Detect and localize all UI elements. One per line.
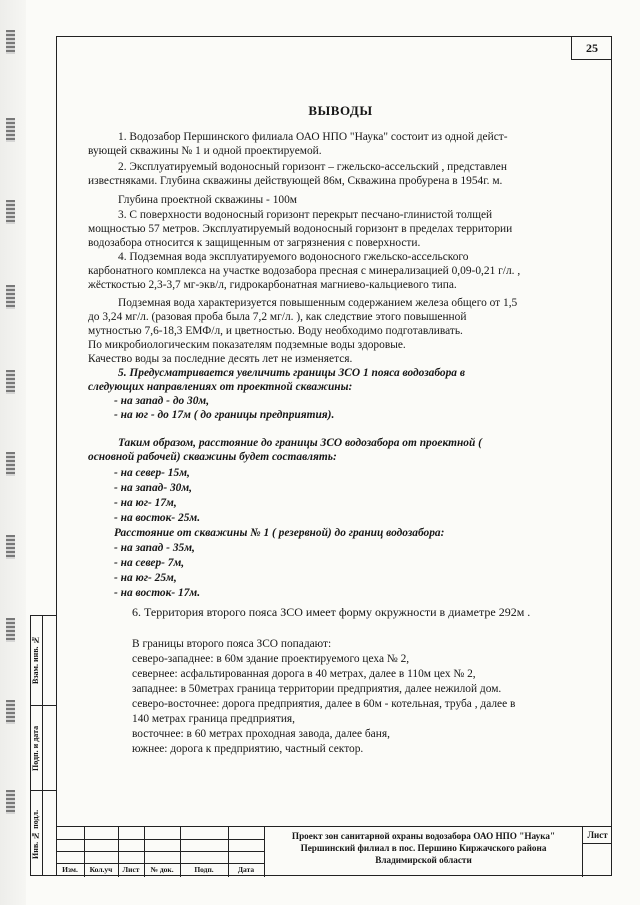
list-item: - на север- 7м, [114, 557, 185, 569]
stamp-title-line: Владимирской области [375, 855, 472, 865]
stamp-header-cell: Лист [122, 865, 140, 874]
paragraph-line: основной рабочей) скважины будет составлять: [88, 451, 337, 463]
list-item: - на восток- 25м. [114, 512, 201, 524]
paragraph-line: Подземная вода характеризуется повышенным содержанием железа общего от 1,5 [118, 297, 518, 309]
page-title: ВЫВОДЫ [308, 103, 373, 118]
side-label-inv: Инв. № подл. [31, 809, 40, 859]
paragraph-line: западнее: в 50метрах граница территории предприятия, далее нежилой дом. [132, 683, 502, 695]
binding-hole-mark [6, 452, 15, 476]
list-item: - на восток- 17м. [114, 587, 201, 599]
stamp-title-line: Проект зон санитарной охраны водозабора ОАО НПО "Наука" [291, 831, 556, 841]
paragraph-line: Качество воды за последние десять лет не изменяется. [88, 353, 353, 365]
stamp-row-line [56, 839, 264, 840]
list-item: - на юг- 17м, [114, 497, 177, 509]
paragraph-line: южнее: дорога к предприятию, частный сектор. [132, 743, 364, 755]
stamp-sheet-label: Лист [583, 827, 612, 844]
paragraph-line: водозабора относится к защищенным от загрязнения с поверхности. [88, 237, 421, 249]
binding-hole-mark [6, 370, 15, 394]
paragraph-line: 3. С поверхности водоносный горизонт перекрыт песчано-глинистой толщей [118, 209, 493, 221]
paragraph-line: до 3,24 мг/л. (разовая проба была 7,2 мг/л. ), как следствие этого повышенной [88, 311, 467, 323]
paragraph-line: 2. Эксплуатируемый водоносный горизонт – гжельско-ассельский , представлен [118, 161, 507, 173]
binding-hole-mark [6, 118, 15, 142]
paragraph-line: 6. Территория второго пояса ЗСО имеет форму окружности в диаметре 292м . [132, 605, 531, 619]
paragraph-line: северо-восточнее: дорога предприятия, далее в 60м - котельная, труба , далее в [132, 698, 516, 710]
side-label-podp: Подп. и дата [31, 725, 40, 771]
side-stamp-separator [30, 790, 56, 791]
title-block-stamp [56, 826, 612, 876]
list-item: - на юг- 25м, [114, 572, 177, 584]
side-stamp-divider [42, 615, 43, 876]
binding-hole-mark [6, 285, 15, 309]
binding-strip [0, 0, 26, 905]
paragraph-line: восточнее: в 60 метрах проходная завода, далее баня, [132, 728, 390, 740]
stamp-header-cell: № док. [150, 865, 174, 874]
binding-hole-mark [6, 790, 15, 814]
paragraph-line: следующих направлениях от проектной скважины: [88, 381, 353, 393]
stamp-header-cell: Подп. [194, 865, 214, 874]
paragraph-line: 5. Предусматривается увеличить границы ЗСО 1 пояса водозабора в [118, 367, 465, 379]
paragraph-line: жёсткостью 2,3-3,7 мг-экв/л, гидрокарбонатная магниево-кальциевого типа. [88, 279, 457, 291]
list-item: - на запад - 35м, [114, 542, 195, 554]
stamp-title-line: Першинский филиал в пос. Першино Киржачского района [300, 843, 547, 853]
paragraph-line: В границы второго пояса ЗСО попадают: [132, 638, 332, 650]
paragraph-line: 4. Подземная вода эксплуатируемого водоносного гжельско-ассельского [118, 251, 469, 263]
stamp-header-cell: Дата [237, 865, 255, 874]
binding-hole-mark [6, 535, 15, 559]
paragraph-line: севернее: асфальтированная дорога в 40 метрах, далее в 110м цех № 2, [132, 668, 476, 680]
side-label-vzam: Взам. инв. № [31, 635, 40, 685]
paragraph-line: мощностью 57 метров. Эксплуатируемый водоносный горизонт в пределах территории [88, 223, 513, 235]
paragraph-line: карбонатного комплекса на участке водозабора пресная с минерализацией 0,09-0,21 г/л. , [88, 265, 521, 277]
paragraph-line: 140 метрах граница предприятия, [132, 713, 296, 725]
stamp-sheet-cell [582, 827, 612, 877]
list-item: - на юг - до 17м ( до границы предприятия). [114, 409, 335, 421]
stamp-header-cell: Кол.уч [89, 865, 113, 874]
paragraph-line: известняками. Глубина скважины действующей 86м, Скважина пробурена в 1954г. м. [88, 175, 503, 187]
stamp-revision-table [56, 827, 264, 877]
paragraph-line: мутностью 7,6-18,3 ЕМФ/л, и цветностью. Воду необходимо подготавливать. [88, 325, 463, 337]
paragraph-line: северо-западнее: в 60м здание проектируемого цеха № 2, [132, 653, 410, 665]
list-item: - на запад- 30м, [114, 482, 193, 494]
stamp-header-cell: Изм. [62, 865, 78, 874]
binding-hole-mark [6, 30, 15, 54]
list-item: - на север- 15м, [114, 467, 190, 479]
binding-hole-mark [6, 618, 15, 642]
stamp-title [264, 827, 582, 877]
paragraph-line: вующей скважины № 1 и одной проектируемой. [88, 145, 322, 157]
binding-hole-mark [6, 200, 15, 224]
paragraph-line: По микробиологическим показателям подземные воды здоровые. [88, 339, 406, 351]
page-number: 25 [571, 36, 612, 60]
paragraph-line: Расстояние от скважины № 1 ( резервной) до границ водозабора: [114, 527, 445, 539]
paragraph-line: Таким образом, расстояние до границы ЗСО водозабора от проектной ( [118, 437, 482, 449]
paragraph-line: 1. Водозабор Першинского филиала ОАО НПО "Наука" состоит из одной дейст- [118, 131, 508, 143]
side-stamp-separator [30, 705, 56, 706]
binding-hole-mark [6, 700, 15, 724]
paragraph-line: Глубина проектной скважины - 100м [118, 194, 297, 206]
stamp-row-line [56, 851, 264, 852]
list-item: - на запад - до 30м, [114, 395, 210, 407]
